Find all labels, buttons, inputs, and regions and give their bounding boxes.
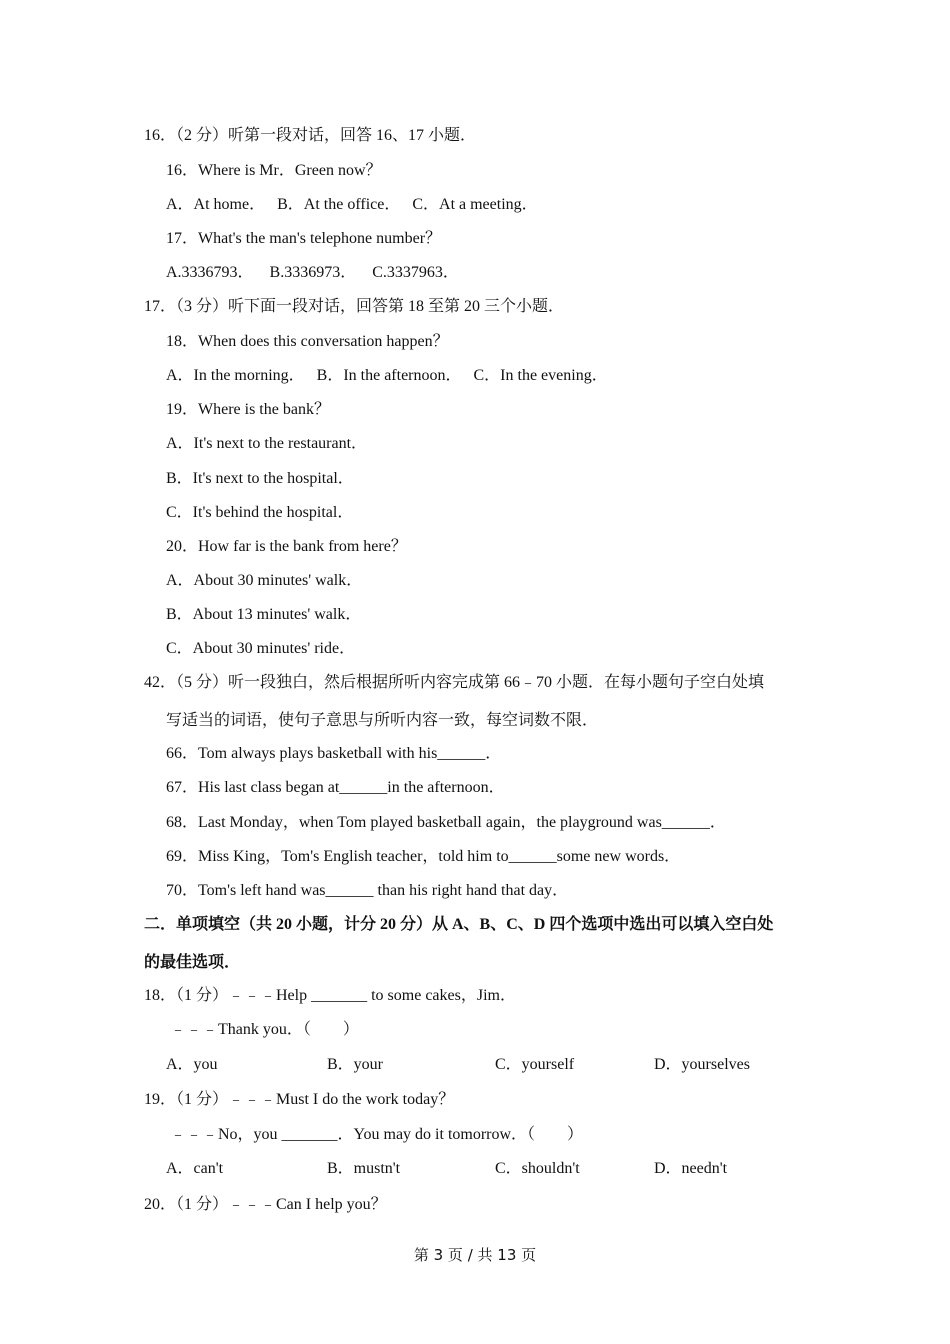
question-18-option-d: D．yourselves <box>654 1056 750 1073</box>
sub-question-20-option-b: B．About 13 minutes' walk． <box>166 606 362 623</box>
question-19-line2: ﹣﹣﹣No，you _______．You may do it tomorrow．（ ） <box>170 1126 584 1143</box>
section-2-heading: 二．单项填空（共 20 小题，计分 20 分）从 A、B、C、D 四个选项中选出可以填入空白处 <box>144 916 774 933</box>
question-19-line1: 19．（1 分）﹣﹣﹣Must I do the work today？ <box>144 1091 455 1108</box>
question-19-option-b: B．mustn't <box>327 1160 401 1177</box>
fill-question-66: 66．Tom always plays basketball with his______． <box>166 745 502 762</box>
question-18-option-a: A．you <box>166 1056 218 1073</box>
sub-question-20: 20．How far is the bank from here？ <box>166 538 407 555</box>
question-42-header-cont: 写适当的词语，使句子意思与所听内容一致，每空词数不限． <box>166 712 599 729</box>
fill-question-67: 67．His last class began at______in the afternoon． <box>166 779 505 796</box>
question-20-line1: 20．（1 分）﹣﹣﹣Can I help you？ <box>144 1196 387 1213</box>
question-19-option-a: A．can't <box>166 1160 224 1177</box>
page-footer: 第 3 页 / 共 13 页 <box>413 1246 537 1264</box>
sub-question-20-option-a: A．About 30 minutes' walk． <box>166 572 363 589</box>
question-16-header: 16．（2 分）听第一段对话，回答 16、17 小题． <box>144 127 477 144</box>
sub-question-19-option-b: B．It's next to the hospital． <box>166 470 354 487</box>
sub-question-16-options: A．At home． B．At the office． C．At a meeting． <box>166 196 538 213</box>
sub-question-17: 17．What's the man's telephone number？ <box>166 230 442 247</box>
fill-question-68: 68．Last Monday，when Tom played basketball again，the playground was______． <box>166 814 726 831</box>
question-42-header: 42．（5 分）听一段独白，然后根据所听内容完成第 66﹣70 小题．在每小题句子空白处填 <box>144 674 765 691</box>
sub-question-19: 19．Where is the bank？ <box>166 401 330 418</box>
fill-question-69: 69．Miss King，Tom's English teacher，told him to______some new words． <box>166 848 681 865</box>
sub-question-19-option-a: A．It's next to the restaurant． <box>166 435 368 452</box>
section-2-heading-cont: 的最佳选项． <box>144 954 241 971</box>
question-18-line1: 18．（1 分）﹣﹣﹣Help _______ to some cakes，Jim． <box>144 987 516 1004</box>
sub-question-18: 18．When does this conversation happen？ <box>166 333 449 350</box>
sub-question-20-option-c: C．About 30 minutes' ride． <box>166 640 356 657</box>
question-19-option-d: D．needn't <box>654 1160 728 1177</box>
question-18-option-c: C．yourself <box>495 1056 575 1073</box>
question-18-option-b: B．your <box>327 1056 384 1073</box>
question-19-option-c: C．shouldn't <box>495 1160 580 1177</box>
question-17-header: 17．（3 分）听下面一段对话，回答第 18 至第 20 三个小题． <box>144 298 565 315</box>
sub-question-18-options: A．In the morning． B．In the afternoon． C．In the evening． <box>166 367 608 384</box>
question-18-line2: ﹣﹣﹣Thank you．（ ） <box>170 1021 359 1038</box>
fill-question-70: 70．Tom's left hand was______ than his right hand that day． <box>166 882 569 899</box>
sub-question-19-option-c: C．It's behind the hospital． <box>166 504 354 521</box>
sub-question-16: 16．Where is Mr．Green now？ <box>166 162 382 179</box>
sub-question-17-options: A.3336793． B.3336973． C.3337963． <box>166 264 459 281</box>
